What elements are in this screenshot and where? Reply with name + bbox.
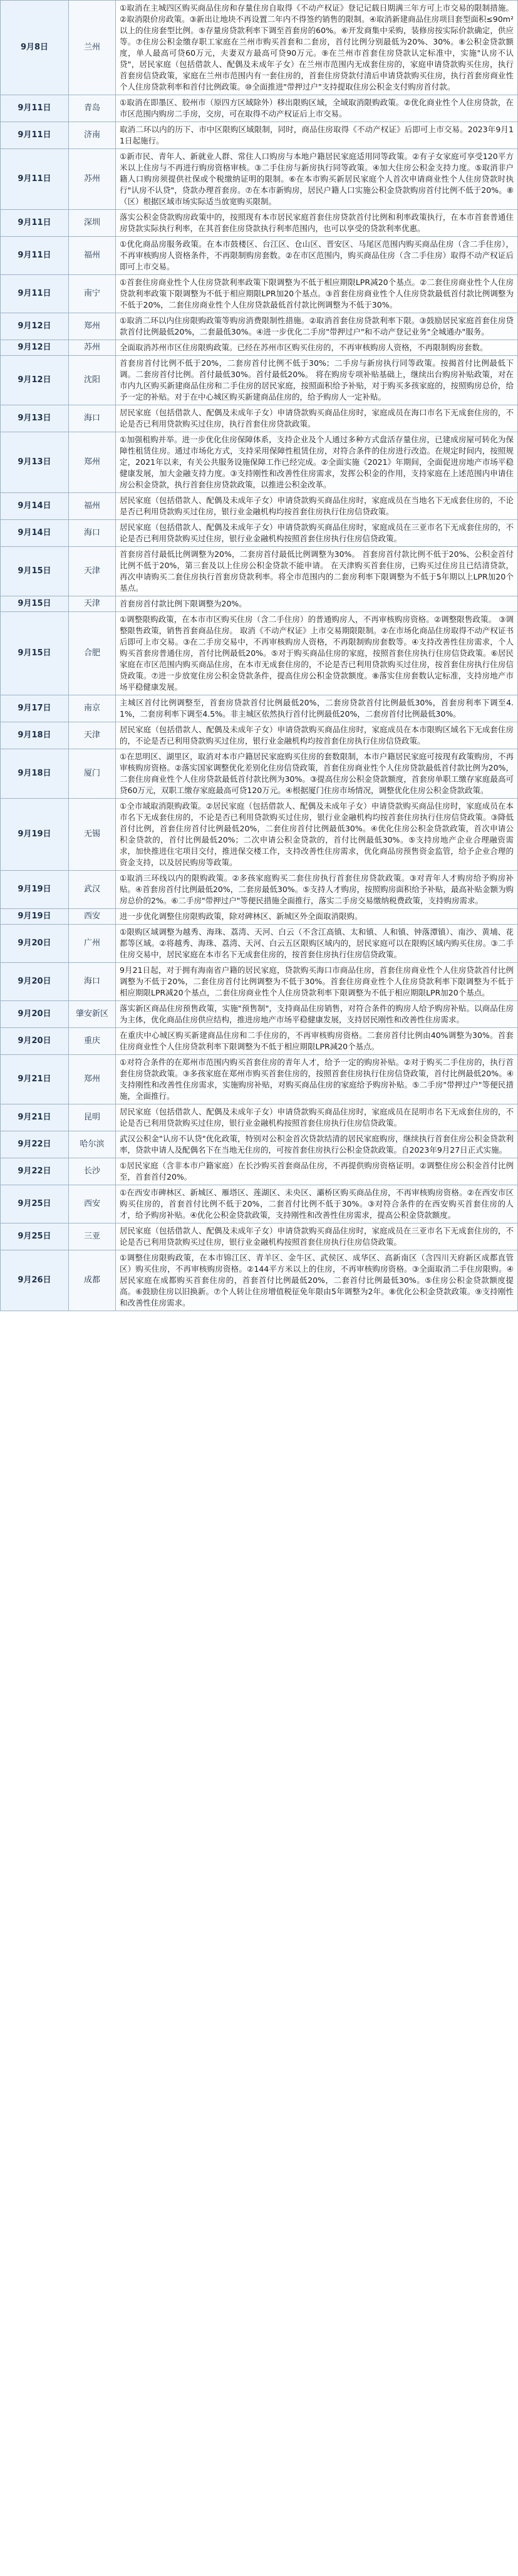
policy-date: 9月14日 [1, 520, 69, 547]
policy-city: 郑州 [69, 313, 116, 340]
policy-city: 哈尔滨 [69, 1131, 116, 1158]
policy-date: 9月25日 [1, 1223, 69, 1250]
table-row [1, 520, 518, 547]
table-row [1, 1104, 518, 1131]
table-row [1, 95, 518, 122]
policy-date: 9月11日 [1, 210, 69, 237]
policy-content: ①新市民、青年人、新就业人群、常住人口购房与本地户籍居民家庭适用同等政策。②有子女家庭可享受120平方米以上住房与不再进行购房资格审核。③二手住房与新房执行同等政策。④加大住房公积金支持力度。⑤取消非户籍人口购房须提供社保或个税缴纳证明的限制。⑥在本市购买新居民家庭个人首次申请商业性个人住房贷款时执行"认房不认贷"，贷款办理首套房。⑦在本市新购房，居民户籍人口实施公积金贷款购房首付比例不低于20%。⑧（区）根据区域市场实际适当放宽购买限制。 [116, 149, 518, 210]
policy-date: 9月11日 [1, 275, 69, 313]
policy-city: 成都 [69, 1250, 116, 1311]
policy-content: 居民家庭（包括借款人、配偶及未成年子女）申请贷款购买商品住房时，家庭成员在三亚市名下无成套住房的，不论是否已利用贷款购买过住房，银行业金融机构按照首套住房执行住房信贷政策。 [116, 520, 518, 547]
table-row [1, 1001, 518, 1028]
table-row [1, 405, 518, 432]
policy-city: 重庆 [69, 1028, 116, 1055]
policy-content: 居民家庭（包括借款人、配偶及未成年子女）申请贷款购买商品住房时，家庭成员在昆明市名下无成套住房的，不论是否已利用贷款购买过住房，银行业金融机构按照首套住房执行住房信贷政策。 [116, 1104, 518, 1131]
policy-city: 肇安新区 [69, 1001, 116, 1028]
policy-date: 9月20日 [1, 1028, 69, 1055]
policy-date: 9月12日 [1, 356, 69, 405]
policy-date: 9月20日 [1, 1001, 69, 1028]
table-row [1, 1, 518, 95]
policy-content: 居民家庭（包括借款人、配偶及未成年子女）申请贷款购买商品住房时，家庭成员在本市限购区域名下无成套住房的，不论是否已利用贷款购买过住房，银行业金融机构均按首套住房执行住房信贷政策。 [116, 722, 518, 749]
policy-city: 兰州 [69, 1, 116, 95]
policy-city: 郑州 [69, 1055, 116, 1104]
table-row [1, 122, 518, 149]
table-row [1, 1055, 518, 1104]
policy-content: ①限购区域调整为越秀、海珠、荔湾、天河、白云（不含江高镇、太和镇、人和镇、钟落潭镇）、南沙、黄埔、花都等区域。②将越秀、海珠、荔湾、天河、白云五区限购区域内的，居民家庭可以在限购区域内购买住房。③二手住房交易中，居民家庭在本市名下无成套住房的，按首套住房执行住房信贷政策。 [116, 925, 518, 963]
policy-content: 居民家庭（包括借款人、配偶及未成年子女）申请贷款购买商品住房时，家庭成员在海口市名下无成套住房的，不论是否已利用贷款购买过住房，执行首套住房贷款政策。 [116, 405, 518, 432]
policy-content: ①优化商品房服务政策。在本市鼓楼区、台江区、仓山区、晋安区、马尾区范围内购买商品住房（含二手住房），不再审核购房人资格条件，不再限制购房套数。②在市区范围内，购买商品住房（含二手住房）取得不动产权证后即可上市交易。 [116, 237, 518, 275]
policy-content: ①全市域取消限购政策。②居民家庭（包括借款人、配偶及未成年子女）申请贷款购买商品住房时，家庭成员在本市名下无成套住房的，不论是否已利用贷款购买过住房，银行业金融机构均按首套住房执行住房信贷政策。③降低首付比例，首套住房首付比例最低20%，二套住房首付比例最低30%。④优化住房公积金贷款政策，首次申请公积金贷款的，首付比例最低20%；二次申请公积金贷款的，首付比例最低30%。⑤支持房地产企业合理融资需求，加快推进住宅项目交付，推进保交楼工作，支持改善性住房需求，优化商品房预售资金监管，给予企业合理的资金支持，以及居民购房等政策。 [116, 799, 518, 871]
policy-date: 9月19日 [1, 909, 69, 925]
policy-city: 武汉 [69, 871, 116, 909]
policy-city: 西安 [69, 909, 116, 925]
policy-city: 青岛 [69, 95, 116, 122]
policy-city: 福州 [69, 237, 116, 275]
policy-content: ①取消在主城四区购买商品住房和存量住房自取得《不动产权证》登记记载日期满三年方可上市交易的限制措施。②取消限价房政策。③新出让地块不再设置二年内不得签约销售的限制。④取消新建商品住房项目套型面积≤90m²以上的住房套型比例。⑤存量房贷款利率下调至首套房的60%。⑥开发商集中采购，装修房按实际价款确定，供应等。⑦住房公积金缴存职工家庭在兰州市购买首套和二套房，首付比例分别最低为20%、30%。⑧公积金贷款额度，单人最高可贷60万元，夫妻双方最高可贷90万元。⑨在兰州市首套住房贷款认定标准中，实施"认房不认贷"，居民家庭（包括借款人、配偶及未成年子女）在兰州市范围内无成套住房的，家庭申请贷款购买住房，执行首套房信贷政策，家庭在兰州市范围内有一套住房的，首套住房贷款付清后申请贷款购买住房，执行首套房商业性个人住房贷款利率和首付比例政策。⑩全面推进"带押过户"支持提取住房公积金支付购房首付款。 [116, 1, 518, 95]
policy-date: 9月18日 [1, 749, 69, 799]
policy-city: 天津 [69, 547, 116, 596]
policy-city: 合肥 [69, 612, 116, 695]
policy-content: 居民家庭（包括借款人、配偶及未成年子女）申请贷款购买商品住房时，家庭成员在当地名下无成套住房的，不论是否已利用贷款购买过住房，银行业金融机构均按首套住房执行住房信贷政策。 [116, 493, 518, 520]
policy-city: 福州 [69, 493, 116, 520]
policy-date: 9月15日 [1, 596, 69, 612]
policy-content: ①在西安市碑林区、新城区、雁塔区、莲湖区、未央区、灞桥区购买商品住房，不再审核购房资格。②在西安市区购买住房的，首套首付比例不低于20%，二套首付比例不低于30%。③对符合条件的在西安购买首套住房的人才，给予购房补贴。④优化公积金贷款政策，支持刚性和改善性住房需求，提高公积金贷款额度。 [116, 1185, 518, 1223]
table-row [1, 1158, 518, 1185]
table-row [1, 612, 518, 695]
table-row [1, 596, 518, 612]
policy-city: 无锡 [69, 799, 116, 871]
table-row [1, 210, 518, 237]
table-row [1, 313, 518, 340]
policy-content: 首套房首付款比例下限调整为20%。 [116, 596, 518, 612]
policy-city: 苏州 [69, 149, 116, 210]
policy-content: ①对符合条件的在郑州市范围内购买首套住房的青年人才，给予一定的购房补贴。②对于购买二手住房的，执行首套住房贷款政策。③多孩家庭在郑州市购买首套住房的，按照首套住房执行住房信贷政策，首付比例最低20%。④支持刚性和改善性住房需求，实施购房补贴，对购买商品住房的家庭给予购房补贴。⑤二手房"带押过户"等便民措施，全面推行。 [116, 1055, 518, 1104]
table-row [1, 871, 518, 909]
table-row [1, 963, 518, 1001]
table-row [1, 1028, 518, 1055]
policy-date: 9月11日 [1, 122, 69, 149]
policy-content: ①调整住房限购政策，在本市锦江区、青羊区、金牛区、武侯区、成华区、高新南区（含四川天府新区成都直管区）购买住房，不再审核购房资格。②144平方米以上的住房，不再审核购房资格。③全面取消二手住房限购。④居民家庭在成都购买首套住房的，首套首付比例最低20%，二套首付比例最低30%。⑤住房公积金贷款额度提高。⑥鼓励住房以旧换新。⑦个人转让住房增值税征免年限由5年调整为2年。⑧优化公积金贷款政策。⑨支持刚性和改善性住房需求。 [116, 1250, 518, 1311]
policy-date: 9月11日 [1, 95, 69, 122]
policy-date: 9月12日 [1, 340, 69, 356]
policy-content: 落实公积金贷款购房政策中的，按照现有本市居民家庭首套住房贷款首付比例和利率政策执行，在本市首套普通住房贷款实际执行利率，在其首套住房贷款执行利率范围内，也可以享受的贷款利率优惠。 [116, 210, 518, 237]
policy-city: 郑州 [69, 432, 116, 493]
policy-date: 9月8日 [1, 1, 69, 95]
table-row [1, 275, 518, 313]
policy-content: 在重庆中心城区购买新建商品住房和二手住房的，不再审核购房资格。二套房首付比例由40%调整为30%。首套住房商业性个人住房贷款利率下限调整为不低于相应期限LPR减20个基点。 [116, 1028, 518, 1055]
policy-city: 天津 [69, 596, 116, 612]
policy-content: ①取消在即墨区、胶州市（原四方区域除外）移出限购区域，全域取消限购政策。②优化商业性个人住房贷款，在市区范围内购房二手房，交房，可在取得不动产权证后上市交易。 [116, 95, 518, 122]
policy-content: 首套房首付比例不低于20%，二套房首付比例不低于30%；二手房与新房执行同等政策。按揭首付比例最低下调。二套房首付比例。首付最低30%。首付最低20%。 将在购房专项补贴基础上，继续出台购房补贴政策，对在市内九区购买新建商品住房和二手住房的居民家庭，按照面积给予补贴，对于购买多孩家庭的，按照购房总价，给予一定的补贴。对于在中心城区购买新建商品住房的，给予购房人一定补贴。 [116, 356, 518, 405]
policy-content: 首套房首付最低比例调整为20%，二套房首付最低比例调整为30%。 首套房首付款比例不低于20%、公积金首付比例不低于20%，第三套及以上住房公积金贷款不能申请。 在天津购买首套住房，已购买过住房且已结清贷款，再次申请购买二套住房执行首套房贷款利率。将全市范围内的二套房利率下限调整为不低于5年期以上LPR加20个基点。 [116, 547, 518, 596]
policy-date: 9月22日 [1, 1158, 69, 1185]
policy-city: 厦门 [69, 749, 116, 799]
policy-content: ①首套住房商业性个人住房贷款利率政策下限调整为不低于相应期限LPR减20个基点。②二套住房商业性个人住房贷款利率政策下限调整为不低于相应期限LPR加20个基点。③首套住房商业性个人住房贷款最低首付款比例调整为不低于20%，二套住房商业性个人住房贷款最低首付款比例调整为不低于30%。 [116, 275, 518, 313]
table-row [1, 1185, 518, 1223]
table-row [1, 749, 518, 799]
policy-content: ①在思明区、湖里区，取消对本市户籍居民家庭购买住房的套数限制，本市户籍居民家庭可按现有政策购房，不再审核购房资格。②落实国家调整优化差别化住房信贷政策，首套住房商业性个人住房贷款最低首付款比例为20%，二套住房商业性个人住房贷款最低首付款比例为30%。③提高住房公积金贷款额度，首套房单职工缴存家庭最高可贷60万元，双职工缴存家庭最高可贷120万元。④根据厦门住房市场情况，调整优化住房公积金贷款政策。 [116, 749, 518, 799]
policy-content: 9月21日起，对于拥有海南省户籍的居民家庭，贷款购买海口市商品住房，首套住房商业性个人住房贷款首付比例调整为不低于20%，二套住房首付比例调整为不低于30%。首套住房商业性个人住房贷款利率下限调整为不低于相应期限LPR减20个基点，二套住房商业性个人住房贷款利率下限调整为不低于相应期限LPR加20个基点。 [116, 963, 518, 1001]
policy-content: 进一步优化调整住房限购政策，除对碑林区、新城区外全面取消限购。 [116, 909, 518, 925]
policy-content: ①取消三环线以内的限购政策。②多孩家庭购买二套住房执行首套住房贷款政策。③对青年人才购房给予购房补贴。④首套房首付比例最低20%，二套房最低30%。⑤支持人才购房，按照购房面积给予补贴，最高补贴金额为购房总价的2%。⑥二手房"带押过户"等便民措施全面推行，落实二手房交易缴纳税费政策，支持购房需求。 [116, 871, 518, 909]
table-row [1, 1223, 518, 1250]
policy-city: 昆明 [69, 1104, 116, 1131]
policy-city: 南京 [69, 695, 116, 722]
table-row [1, 493, 518, 520]
table-row [1, 722, 518, 749]
policy-date: 9月11日 [1, 149, 69, 210]
policy-city: 苏州 [69, 340, 116, 356]
policy-content: 居民家庭（包括借款人、配偶及未成年子女）申请贷款购买商品住房时，家庭成员在三亚市名下无成套住房的，不论是否已利用贷款购买过住房，银行业金融机构按照首套住房执行住房信贷政策。 [116, 1223, 518, 1250]
policy-date: 9月20日 [1, 963, 69, 1001]
table-row [1, 1250, 518, 1311]
policy-date: 9月14日 [1, 493, 69, 520]
policy-date: 9月26日 [1, 1250, 69, 1311]
policy-content: ①取消二环以内住房限购政策等购房消费限制性措施。②取消首套住房贷款利率下限。③鼓励居民家庭首套住房贷款首付比例最低20%，二套最低30%。④进一步优化二手房"带押过户"和不动产登记业务"全城通办"服务。 [116, 313, 518, 340]
policy-city: 广州 [69, 925, 116, 963]
policy-city: 长沙 [69, 1158, 116, 1185]
policy-date: 9月11日 [1, 237, 69, 275]
table-row [1, 547, 518, 596]
policy-date: 9月13日 [1, 432, 69, 493]
policy-date: 9月15日 [1, 547, 69, 596]
policy-city: 济南 [69, 122, 116, 149]
policy-content: 主城区首付比例调整至，首套房贷款首付比例最低20%，二套房贷款首付比例最低30%，首套房利率下调至4.1%，二套房利率下调至4.5%。非主城区依然执行首付比例最低20%，二套房首付比例最低30%。 [116, 695, 518, 722]
policy-date: 9月20日 [1, 925, 69, 963]
policy-date: 9月21日 [1, 1055, 69, 1104]
table-row [1, 340, 518, 356]
table-row [1, 237, 518, 275]
policy-date: 9月19日 [1, 871, 69, 909]
policy-table-body [1, 1, 518, 1311]
policy-content: 落实新区商品住房预售政策，实施"预售制"，支持商品住房销售，对符合条件的购房人给予购房补贴。以商品住房为主体，优化商品住房供应结构，推进房地产市场平稳健康发展，支持居民刚性和改善性住房需求。 [116, 1001, 518, 1028]
table-row [1, 909, 518, 925]
table-row [1, 432, 518, 493]
table-row [1, 799, 518, 871]
policy-city: 沈阳 [69, 356, 116, 405]
policy-city: 海口 [69, 520, 116, 547]
policy-date: 9月15日 [1, 612, 69, 695]
table-row [1, 925, 518, 963]
policy-city: 南宁 [69, 275, 116, 313]
policy-content: ①居民家庭（含非本市户籍家庭）在长沙购买首套商品住房，不再提供购房资格证明。②调整住房公积金首付比例至，首套首付20%。 [116, 1158, 518, 1185]
table-row [1, 695, 518, 722]
policy-city: 海口 [69, 963, 116, 1001]
policy-content: 取消二环以内的历下、市中区限购区域限制，同时，商品住房取得《不动产权证》后即可上市交易。2023年9月11日起施行。 [116, 122, 518, 149]
policy-date: 9月18日 [1, 722, 69, 749]
policy-date: 9月22日 [1, 1131, 69, 1158]
policy-content: ①调整限购政策，在本市市区购买住房（含二手住房）的普通购房人，不再审核购房资格。②调整限售政策。 ③调整限售政策，销售首套商品住房。 取消《不动产权证》上市交易期限限制。②在市场化商品住房取得不动产权证书后即可上市交易。③在二手房交易中，不再审核购房人资格，不再限制购房套数等。④支持改善性住房需求，个人购买首套房普通住房，首付比例最低20%。⑤对于购买商品住房的家庭，按照首套住房执行住房信贷政策。⑥居民家庭在市区范围内购买商品住房，在本市无成套住房的，不论是否已利用贷款购买过住房，按首套住房执行住房信贷政策。⑦进一步放宽住房公积金贷款条件，提高住房公积金贷款额度。⑧落实住房套数认定标准，支持房地产市场平稳健康发展。 [116, 612, 518, 695]
policy-date: 9月21日 [1, 1104, 69, 1131]
policy-date: 9月17日 [1, 695, 69, 722]
policy-content: 武汉公积金"认房不认贷"优化政策，特别对公积金首次贷款结清的居民家庭购房，继续执行首套住房公积金贷款利率，贷款申请人及配偶名下在当地无住房的，可按首套住房执行公积金贷款政策。自2023年9月27日正式实施。 [116, 1131, 518, 1158]
policy-content: 全面取消苏州市区住房限购政策。已经在苏州市区购买住房的，不再审核购房人资格，不再限制购房套数。 [116, 340, 518, 356]
policy-date: 9月19日 [1, 799, 69, 871]
table-row [1, 149, 518, 210]
policy-content: ①加强租购并举。进一步优化住房保障体系，支持企业及个人通过多种方式盘活存量住房，已建成房屋可转化为保障性租赁住房。通过市场化方式，支持采用保障性租赁住房，对符合条件的住房进行改造。在规定时间内，按照规定，2021年以来，有关公共服务设施保障工作已经完成。②全面实施《2021》年期间，全面促进房地产市场平稳健康发展，加大金融支持力度。③支持刚性和改善性住房需求，发挥公积金的作用，支持家庭在上述范围内申请住房公积金贷款，执行首套住房贷款政策，以推进公积金改革。 [116, 432, 518, 493]
policy-city: 天津 [69, 722, 116, 749]
policy-city: 西安 [69, 1185, 116, 1223]
policy-city: 三亚 [69, 1223, 116, 1250]
policy-date: 9月12日 [1, 313, 69, 340]
policy-date: 9月13日 [1, 405, 69, 432]
table-row [1, 356, 518, 405]
table-row [1, 1131, 518, 1158]
policy-city: 深圳 [69, 210, 116, 237]
policy-date: 9月25日 [1, 1185, 69, 1223]
policy-city: 海口 [69, 405, 116, 432]
